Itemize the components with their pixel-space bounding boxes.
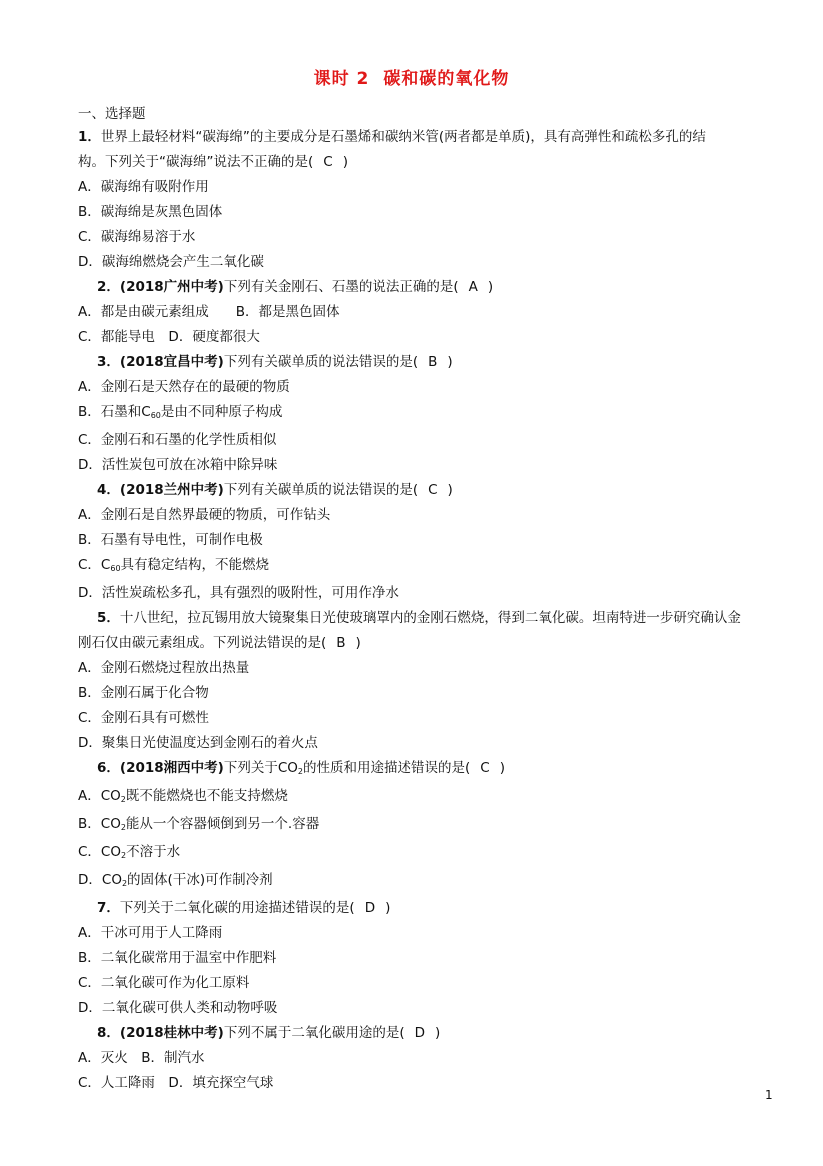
option-text: 是由不同种原子构成 [160, 404, 283, 420]
question-text: 的性质和用途描述错误的是( [302, 760, 471, 776]
subscript: 2 [120, 795, 126, 804]
question-text: 十八世纪，拉瓦锡用放大镜聚集日光使玻璃罩内的金刚石燃烧，得到二氧化碳。坦南特进一步研究确认金 [119, 610, 741, 626]
question-text: 世界上最轻材料“碳海绵”的主要成分是石墨烯和碳纳米管(两者都是单质)，具有高弹性和疏松多孔的结 [100, 129, 706, 145]
bracket: ) [447, 482, 453, 498]
question-6-stem [78, 756, 768, 784]
option [78, 784, 768, 812]
question-text: 下列不属于二氧化碳用途的是( [223, 1025, 405, 1041]
question-text: 下列有关碳单质的说法错误的是( [223, 354, 419, 370]
option: A．金刚石燃烧过程放出热量 [78, 660, 250, 676]
option: C．二氧化碳可作为化工原料 [78, 975, 250, 991]
option: C．金刚石具有可燃性 [78, 710, 209, 726]
question-number: 5． [97, 610, 120, 626]
question-source: (2018宜昌中考) [119, 354, 224, 370]
option: B．石墨有导电性，可制作电极 [78, 532, 263, 548]
option: C．人工降雨 D．填充探空气球 [78, 1075, 274, 1091]
option: C．金刚石和石墨的化学性质相似 [78, 432, 277, 448]
subscript: 60 [150, 411, 161, 420]
question-text: 构。下列关于“碳海绵”说法不正确的是( [78, 154, 314, 170]
bracket: ) [447, 354, 453, 370]
option-text: 具有稳定结构，不能燃烧 [120, 557, 270, 573]
option [78, 553, 768, 581]
question-number: 6． [97, 760, 120, 776]
option: D．活性炭包可放在冰箱中除异味 [78, 457, 278, 473]
page-number: 1 [765, 1088, 773, 1102]
bracket: ) [499, 760, 505, 776]
question-8-stem [78, 1021, 768, 1046]
question-number: 1． [78, 129, 101, 145]
question-3-stem [78, 350, 768, 375]
question-source: (2018湘西中考) [119, 760, 224, 776]
question-text: 下列关于CO [223, 760, 298, 776]
bracket: ) [385, 900, 391, 916]
bracket: ) [487, 279, 494, 295]
option: A．都是由碳元素组成 B．都是黑色固体 [78, 304, 340, 320]
answer: D [414, 1025, 426, 1041]
question-text: 下列关于二氧化碳的用途描述错误的是( [119, 900, 355, 916]
answer: D [364, 900, 376, 916]
option: C．都能导电 D．硬度都很大 [78, 329, 260, 345]
bracket: ) [355, 635, 361, 651]
option: C．碳海绵易溶于水 [78, 229, 196, 245]
option-text: C．CO [78, 844, 121, 860]
option: B．碳海绵是灰黑色固体 [78, 204, 223, 220]
question-number: 4． [97, 482, 120, 498]
question-2-stem [78, 275, 768, 300]
subscript: 2 [120, 851, 127, 860]
option: B．二氧化碳常用于温室中作肥料 [78, 950, 277, 966]
question-7-stem [78, 896, 768, 921]
option: A．金刚石是天然存在的最硬的物质 [78, 379, 290, 395]
option-text: B．CO [78, 816, 121, 832]
question-source: (2018广州中考) [119, 279, 224, 295]
answer: A [468, 279, 478, 295]
option [78, 840, 768, 868]
option-text: D．CO [78, 872, 122, 888]
subscript: 2 [120, 823, 126, 832]
lesson-number: 课时 2 [313, 69, 370, 89]
option: D．活性炭疏松多孔，具有强烈的吸附性，可用作净水 [78, 585, 399, 601]
question-text: 下列有关碳单质的说法错误的是( [223, 482, 419, 498]
option: B．金刚石属于化合物 [78, 685, 209, 701]
option: D．聚集日光使温度达到金刚石的着火点 [78, 735, 318, 751]
option: D．二氧化碳可供人类和动物呼吸 [78, 1000, 278, 1016]
question-4-stem [78, 478, 768, 503]
subscript: 60 [110, 564, 121, 573]
option: A．干冰可用于人工降雨 [78, 925, 223, 941]
bracket: ) [435, 1025, 441, 1041]
answer: C [480, 760, 490, 776]
option-text: C．C [78, 557, 111, 573]
option: A．碳海绵有吸附作用 [78, 179, 209, 195]
section-heading: 一、选择题 [78, 106, 146, 122]
question-5-stem-cont [59, 631, 768, 656]
option-text: B．石墨和C [78, 404, 151, 420]
question-number: 3． [97, 354, 120, 370]
option: D．碳海绵燃烧会产生二氧化碳 [78, 254, 264, 270]
option-text: 能从一个容器倾倒到另一个.容器 [125, 816, 320, 832]
answer: B [336, 635, 346, 651]
option [78, 400, 768, 428]
question-1-stem [78, 125, 768, 150]
option [78, 868, 768, 896]
question-number: 7． [97, 900, 120, 916]
option [78, 812, 768, 840]
question-text: 下列有关金刚石、石墨的说法正确的是( [223, 279, 459, 295]
lesson-title: 碳和碳的氧化物 [383, 69, 510, 89]
answer: C [428, 482, 438, 498]
bracket: ) [342, 154, 348, 170]
question-number: 2． [97, 279, 120, 295]
question-list [78, 125, 768, 1096]
question-1-stem-cont [59, 150, 768, 175]
subscript: 2 [121, 879, 128, 888]
answer: B [428, 354, 438, 370]
question-source: (2018桂林中考) [119, 1025, 224, 1041]
answer: C [323, 154, 333, 170]
question-text: 刚石仅由碳元素组成。下列说法错误的是( [78, 635, 327, 651]
question-source: (2018兰州中考) [119, 482, 224, 498]
question-number: 8． [97, 1025, 120, 1041]
option: A．金刚石是自然界最硬的物质，可作钻头 [78, 507, 331, 523]
option-text: 既不能燃烧也不能支持燃烧 [125, 788, 288, 804]
option-text: A．CO [78, 788, 121, 804]
option-text: 的固体(干冰)可作制冷剂 [127, 872, 273, 888]
question-5-stem [78, 606, 768, 631]
subscript: 2 [297, 767, 303, 776]
option: A．灭火 B．制汽水 [78, 1050, 205, 1066]
option-text: 不溶于水 [126, 844, 181, 860]
page-title [0, 64, 823, 89]
